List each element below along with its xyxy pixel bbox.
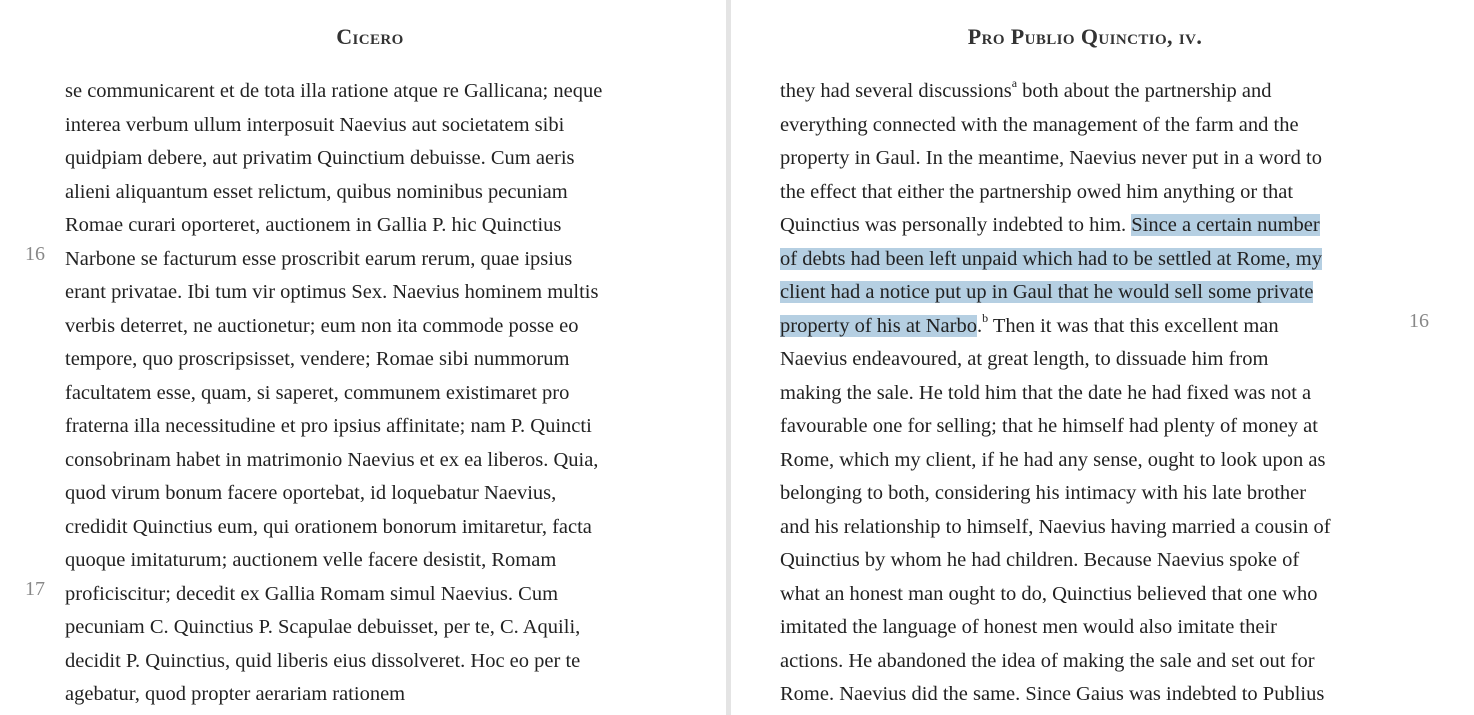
text-line[interactable]: agebatur, quod propter aerariam rationem [65, 683, 406, 705]
margin-section-number: 17 [25, 578, 45, 600]
text-line[interactable]: Romae curari oporteret, auctionem in Gallia P. hic Quinctius [65, 214, 562, 236]
text-line[interactable]: quoque imitaturum; auctionem velle facere desistit, Romam [65, 549, 557, 571]
margin-section-number: 16 [25, 243, 45, 265]
text-line[interactable]: proficiscitur; decedit ex Gallia Romam simul Naevius. Cum [65, 582, 559, 605]
footnote-marker-a[interactable]: a [1011, 76, 1018, 91]
text-line[interactable]: tempore, quo proscripsisset, vendere; Romae sibi nummorum [65, 348, 570, 370]
text-line[interactable]: favourable one for selling; that he himself had plenty of money at [780, 415, 1318, 437]
page-header-right: Pro Publio Quinctio, iv. [967, 24, 1203, 49]
text-line[interactable]: se communicarent et de tota illa ratione atque re Gallicana; neque [65, 80, 603, 102]
text-line[interactable]: facultatem esse, quam, si saperet, communem existimaret pro [65, 381, 570, 404]
text-line[interactable]: erant privatae. Ibi tum vir optimus Sex. Naevius hominem multis [65, 281, 599, 303]
text-line[interactable]: they had several discussions$^a$ both about the partnership and [780, 76, 1272, 102]
margin-section-number: 16 [1409, 310, 1429, 332]
text-line[interactable]: quod virum bonum facere oportebat, id loquebatur Naevius, [65, 482, 557, 504]
page-header-left: Cicero [336, 24, 404, 49]
text-line[interactable]: consobrinam habet in matrimonio Naevius et ex ea liberos. Quia, [65, 448, 599, 471]
text-line[interactable]: Naevius endeavoured, at great length, to dissuade him from [780, 348, 1269, 370]
text-line[interactable]: property in Gaul. In the meantime, Naevius never put in a word to [780, 147, 1322, 169]
text-line[interactable]: belonging to both, considering his intimacy with his late brother [780, 482, 1307, 504]
text-selection-highlight[interactable]: client had a notice put up in Gaul that he would sell some private [780, 281, 1314, 303]
footnote-marker-b[interactable]: b [982, 310, 989, 325]
text-line[interactable]: fraterna illa necessitudine et pro ipsius affinitate; nam P. Quincti [65, 415, 592, 437]
text-selection-highlight[interactable]: property of his at Narbo [780, 314, 977, 337]
text-line[interactable]: imitated the language of honest men would also imitate their [780, 616, 1277, 638]
text-line[interactable]: Quinctius by whom he had children. Because Naevius spoke of [780, 549, 1300, 571]
text-line[interactable]: property of his at Narbo.$^b$ Then it was that this excellent man [780, 310, 1279, 337]
text-line[interactable]: the effect that either the partnership owed him anything or that [780, 180, 1294, 203]
text-line[interactable]: Rome, which my client, if he had any sense, ought to look upon as [780, 448, 1326, 471]
text-line[interactable]: interea verbum ullum interposuit Naevius aut societatem sibi [65, 113, 565, 136]
text-line[interactable]: Narbone se facturum esse proscribit earum rerum, quae ipsius [65, 247, 573, 270]
text-line[interactable]: actions. He abandoned the idea of making the sale and set out for [780, 649, 1315, 672]
text-line[interactable]: pecuniam C. Quinctius P. Scapulae debuisset, per te, C. Aquili, [65, 616, 581, 638]
text-selection-highlight[interactable]: Since a certain number [1131, 214, 1320, 236]
latin-text-block [65, 75, 705, 712]
text-line[interactable]: what an honest man ought to do, Quinctius believed that one who [780, 582, 1318, 605]
english-text-block [780, 75, 1420, 712]
text-line[interactable]: Rome. Naevius did the same. Since Gaius was indebted to Publius [780, 683, 1325, 705]
text-line[interactable] [780, 243, 1420, 277]
text-line[interactable]: making the sale. He told him that the date he had fixed was not a [780, 381, 1312, 404]
text-line[interactable]: decidit P. Quinctius, quid liberis eius dissolveret. Hoc eo per te [65, 649, 581, 672]
text-line[interactable]: quidpiam debere, aut privatim Quinctium debuisse. Cum aeris [65, 147, 575, 169]
right-page-english [731, 0, 1474, 715]
text-selection-highlight[interactable]: of debts had been left unpaid which had to be settled at Rome, my [780, 247, 1322, 270]
left-page-latin [0, 0, 726, 715]
text-line[interactable]: everything connected with the management of the farm and the [780, 113, 1299, 136]
text-line[interactable]: Quinctius was personally indebted to him. Since a certain number [780, 214, 1320, 236]
text-line[interactable]: alieni aliquantum esset relictum, quibus nominibus pecuniam [65, 180, 568, 203]
text-line[interactable]: credidit Quinctius eum, qui orationem bonorum imitaretur, facta [65, 515, 592, 538]
text-line[interactable]: verbis deterret, ne auctionetur; eum non ita commode posse eo [65, 314, 579, 337]
text-line[interactable]: and his relationship to himself, Naevius having married a cousin of [780, 515, 1331, 538]
text-line[interactable] [780, 276, 1420, 310]
